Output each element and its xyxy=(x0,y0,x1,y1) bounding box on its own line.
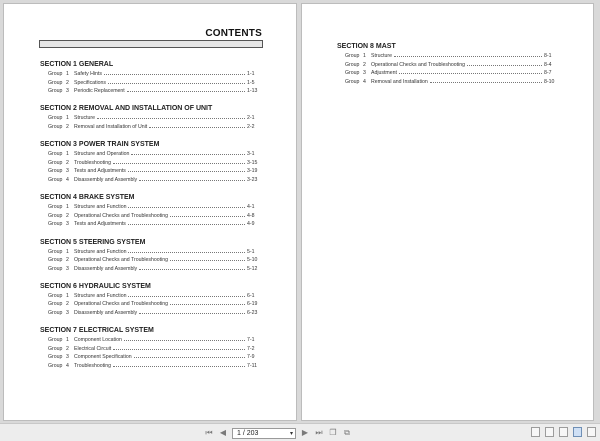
page-ref: 1-13 xyxy=(247,88,258,95)
group-number: 1 xyxy=(66,204,69,211)
page-ref: 7-2 xyxy=(247,345,255,352)
page-ref: 1-5 xyxy=(247,79,255,86)
prev-page-icon[interactable]: ◀ xyxy=(219,428,227,437)
dot-leader xyxy=(139,312,245,314)
entry-title: Electrical Circuit xyxy=(74,345,112,352)
toc-section xyxy=(337,42,558,86)
dot-leader xyxy=(113,348,245,350)
dot-leader xyxy=(128,170,245,172)
group-label: Group xyxy=(48,168,63,175)
group-number: 3 xyxy=(66,310,69,317)
group-label: Group xyxy=(48,363,63,370)
group-label: Group xyxy=(48,79,63,86)
toc-section xyxy=(40,326,261,370)
contents-title: CONTENTS xyxy=(205,28,262,39)
entry-title: Removal and Installation of Unit xyxy=(74,123,148,130)
group-number: 1 xyxy=(66,71,69,77)
page-ref: 8-4 xyxy=(544,61,552,68)
section-title: SECTION 1 GENERAL xyxy=(40,61,114,68)
group-number: 3 xyxy=(66,265,69,272)
group-number: 2 xyxy=(66,123,69,130)
entry-title: Structure xyxy=(74,115,96,122)
page-ref: 7-11 xyxy=(247,363,257,370)
group-label: Group xyxy=(48,301,63,308)
group-label: Group xyxy=(48,176,63,183)
toc-entry[interactable] xyxy=(40,353,261,362)
page-ref: 7-9 xyxy=(247,354,255,361)
dot-leader xyxy=(394,55,542,57)
two-page-view-icon[interactable] xyxy=(559,427,568,437)
toc-entry[interactable] xyxy=(40,345,261,354)
entry-title: Tests and Adjustments xyxy=(74,168,126,175)
group-number: 1 xyxy=(66,115,69,122)
dot-leader xyxy=(113,162,245,164)
page-ref: 3-1 xyxy=(247,151,255,158)
group-number: 1 xyxy=(363,53,366,59)
toc-section xyxy=(40,238,261,274)
toc-entry[interactable] xyxy=(40,159,261,168)
toc-section xyxy=(40,140,261,184)
toc-entry[interactable] xyxy=(337,78,558,87)
entry-title: Component Specification xyxy=(74,354,132,361)
dot-leader xyxy=(399,72,542,74)
page-ref: 2-1 xyxy=(247,115,255,122)
group-number: 2 xyxy=(66,257,69,264)
entry-title: Disassembly and Assembly xyxy=(74,265,138,272)
group-label: Group xyxy=(48,204,63,211)
toc-section xyxy=(40,104,261,131)
page-ref: 8-7 xyxy=(544,70,552,77)
entry-title: Troubleshooting xyxy=(74,363,112,370)
dot-leader xyxy=(139,179,245,181)
clipboard-icon[interactable]: ⧉ xyxy=(344,428,350,437)
continuous-view-icon[interactable] xyxy=(545,427,554,437)
status-bar xyxy=(0,423,600,441)
dot-leader xyxy=(134,356,245,358)
contents-title-bar xyxy=(39,40,263,48)
group-number: 2 xyxy=(66,159,69,166)
page-ref: 3-23 xyxy=(247,176,258,183)
next-page-icon[interactable]: ▶ xyxy=(301,428,309,437)
group-number: 1 xyxy=(66,151,69,158)
section-title: SECTION 6 HYDRAULIC SYSTEM xyxy=(40,282,151,290)
dot-leader xyxy=(128,223,245,225)
entry-title: Periodic Replacement xyxy=(74,88,125,95)
page-ref: 5-1 xyxy=(247,248,255,255)
table-of-contents xyxy=(40,60,261,379)
group-number: 4 xyxy=(66,363,69,370)
section-title: SECTION 2 REMOVAL AND INSTALLATION OF UNIT xyxy=(40,105,213,113)
dot-leader xyxy=(170,303,245,305)
page-number-input[interactable] xyxy=(232,428,296,439)
toc-entry[interactable] xyxy=(40,176,261,185)
dot-leader xyxy=(127,90,245,92)
page-left xyxy=(3,3,297,421)
entry-title: Safety Hints xyxy=(74,71,102,77)
dot-leader xyxy=(108,82,245,84)
dot-leader xyxy=(170,215,245,217)
entry-title: Structure and Function xyxy=(74,292,127,299)
last-page-icon[interactable]: ⏭ xyxy=(315,428,323,437)
entry-title: Operational Checks and Troubleshooting xyxy=(371,61,466,68)
entry-title: Operational Checks and Troubleshooting xyxy=(74,212,169,219)
group-number: 3 xyxy=(66,168,69,175)
group-label: Group xyxy=(48,345,63,352)
group-number: 2 xyxy=(66,212,69,219)
group-number: 1 xyxy=(66,292,69,299)
toc-entry[interactable] xyxy=(40,114,261,123)
entry-title: Structure and Operation xyxy=(74,151,130,158)
page-ref: 7-1 xyxy=(247,337,255,344)
group-label: Group xyxy=(48,248,63,255)
group-label: Group xyxy=(48,151,63,158)
toc-entry[interactable] xyxy=(337,52,558,61)
group-label: Group xyxy=(48,88,63,95)
table-of-contents xyxy=(337,42,558,95)
group-label: Group xyxy=(48,221,63,228)
toc-section xyxy=(40,60,261,96)
page-ref: 2-2 xyxy=(247,123,255,130)
group-label: Group xyxy=(48,257,63,264)
group-label: Group xyxy=(48,115,63,122)
group-label: Group xyxy=(48,71,63,77)
group-label: Group xyxy=(48,292,63,299)
section-title: SECTION 4 BRAKE SYSTEM xyxy=(40,194,135,202)
dot-leader xyxy=(128,206,245,208)
group-number: 1 xyxy=(66,248,69,255)
view-mode-controls xyxy=(531,427,596,437)
entry-title: Structure and Function xyxy=(74,204,127,211)
entry-title: Specifications xyxy=(74,79,107,86)
toc-entry[interactable] xyxy=(40,256,261,265)
page-navigation xyxy=(204,427,352,439)
group-number: 2 xyxy=(66,301,69,308)
group-number: 2 xyxy=(363,61,366,68)
toc-entry[interactable] xyxy=(40,220,261,229)
two-page-continuous-view-icon[interactable] xyxy=(573,427,582,437)
group-label: Group xyxy=(345,53,360,59)
page-ref: 5-12 xyxy=(247,265,258,272)
group-label: Group xyxy=(48,337,63,344)
entry-title: Operational Checks and Troubleshooting xyxy=(74,301,169,308)
dot-leader xyxy=(97,117,245,119)
page-right xyxy=(301,3,594,421)
group-label: Group xyxy=(48,265,63,272)
toc-section xyxy=(40,193,261,229)
entry-title: Operational Checks and Troubleshooting xyxy=(74,257,169,264)
dot-leader xyxy=(430,81,542,83)
toc-entry[interactable] xyxy=(40,212,261,221)
group-number: 2 xyxy=(66,79,69,86)
entry-title: Disassembly and Assembly xyxy=(74,176,138,183)
group-label: Group xyxy=(345,61,360,68)
page-ref: 6-1 xyxy=(247,292,255,299)
page-ref: 8-1 xyxy=(544,53,552,59)
entry-title: Tests and Adjustments xyxy=(74,221,126,228)
page-ref: 1-1 xyxy=(247,71,255,77)
toc-entry[interactable] xyxy=(40,123,261,132)
group-label: Group xyxy=(48,354,63,361)
group-number: 1 xyxy=(66,337,69,344)
group-number: 4 xyxy=(363,78,366,85)
toc-entry[interactable] xyxy=(337,61,558,70)
toc-entry[interactable] xyxy=(40,79,261,88)
page-ref: 5-10 xyxy=(247,257,258,264)
page-indicator: 1 / 203 xyxy=(237,429,259,437)
toc-section xyxy=(40,282,261,318)
page-ref: 4-1 xyxy=(247,204,255,211)
entry-title: Structure and Function xyxy=(74,248,127,255)
dot-leader xyxy=(139,268,245,270)
section-title: SECTION 7 ELECTRICAL SYSTEM xyxy=(40,327,154,335)
group-number: 4 xyxy=(66,176,69,183)
toc-entry[interactable] xyxy=(40,167,261,176)
entry-title: Removal and Installation xyxy=(371,78,428,85)
group-label: Group xyxy=(48,310,63,317)
copy-page-icon[interactable]: ❐ xyxy=(329,428,337,437)
toc-entry[interactable] xyxy=(40,87,261,96)
entry-title: Component Location xyxy=(74,337,122,344)
toc-entry[interactable] xyxy=(40,70,261,79)
single-page-view-icon[interactable] xyxy=(531,427,540,437)
chevron-down-icon[interactable]: ▾ xyxy=(289,430,293,437)
dot-leader xyxy=(170,259,245,261)
page-ref: 3-19 xyxy=(247,168,258,175)
section-title: SECTION 3 POWER TRAIN SYSTEM xyxy=(40,141,160,149)
page-ref: 6-19 xyxy=(247,301,258,308)
group-label: Group xyxy=(345,70,360,77)
dot-leader xyxy=(128,295,245,297)
group-number: 3 xyxy=(66,88,69,95)
group-number: 2 xyxy=(66,345,69,352)
entry-title: Disassembly and Assembly xyxy=(74,310,138,317)
page-ref: 3-15 xyxy=(247,159,258,166)
first-page-icon[interactable]: ⏮ xyxy=(205,428,213,437)
group-label: Group xyxy=(48,212,63,219)
toc-entry[interactable] xyxy=(40,265,261,274)
toc-entry[interactable] xyxy=(40,309,261,318)
entry-title: Structure xyxy=(371,53,393,59)
section-title: SECTION 5 STEERING SYSTEM xyxy=(40,238,146,246)
dot-leader xyxy=(124,339,245,341)
group-label: Group xyxy=(48,159,63,166)
dot-leader xyxy=(149,126,245,128)
fit-page-icon[interactable] xyxy=(587,427,596,437)
group-number: 3 xyxy=(66,354,69,361)
dot-leader xyxy=(113,365,245,367)
entry-title: Troubleshooting xyxy=(74,159,112,166)
page-ref: 4-8 xyxy=(247,212,255,219)
toc-entry[interactable] xyxy=(40,248,261,257)
page-ref: 6-23 xyxy=(247,310,258,317)
page-ref: 8-10 xyxy=(544,78,555,85)
page-ref: 4-9 xyxy=(247,221,255,228)
group-number: 3 xyxy=(363,70,366,77)
toc-entry[interactable] xyxy=(40,150,261,159)
toc-entry[interactable] xyxy=(337,69,558,78)
dot-leader xyxy=(467,64,542,66)
dot-leader xyxy=(104,73,245,75)
toc-entry[interactable] xyxy=(40,362,261,371)
toc-entry[interactable] xyxy=(40,300,261,309)
dot-leader xyxy=(131,153,245,155)
entry-title: Adjustment xyxy=(371,70,397,77)
toc-entry[interactable] xyxy=(40,292,261,301)
toc-entry[interactable] xyxy=(40,203,261,212)
section-title: SECTION 8 MAST xyxy=(337,43,396,50)
toc-entry[interactable] xyxy=(40,336,261,345)
group-number: 3 xyxy=(66,221,69,228)
group-label: Group xyxy=(48,123,63,130)
dot-leader xyxy=(128,251,245,253)
group-label: Group xyxy=(345,78,360,85)
